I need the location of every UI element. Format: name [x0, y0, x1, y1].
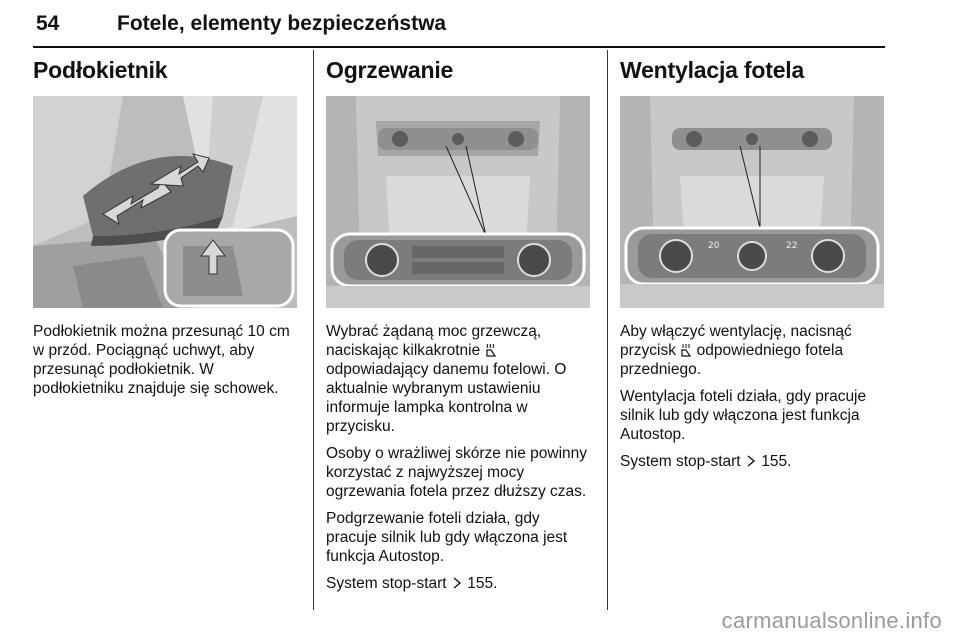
section-armrest	[33, 56, 299, 406]
paragraph: Wentylacja foteli działa, gdy pracuje silnik lub gdy włączona jest funkcja Autostop.	[620, 388, 867, 443]
paragraph-text: odpowiadający danemu fotelowi. O aktualnie wybranym ustawieniu informuje lampka kontrolna w przycisku.	[326, 361, 567, 435]
paragraph	[620, 452, 886, 471]
page-header	[33, 6, 885, 46]
seat-heat-icon	[485, 343, 497, 357]
paragraph-text: Wybrać żądaną moc grzewczą, naciskając kilkakrotnie	[326, 323, 542, 359]
cross-reference-text: System stop-start	[620, 453, 741, 470]
page-reference[interactable]: 155.	[761, 453, 792, 470]
paragraph	[620, 322, 886, 379]
page-ref-arrow-icon	[451, 576, 463, 590]
paragraph: Podgrzewanie foteli działa, gdy pracuje silnik lub gdy włączona jest funkcja Autostop.	[326, 510, 568, 565]
section-title: Wentylacja fotela	[620, 57, 805, 83]
section-body	[326, 322, 592, 593]
cross-reference-text: System stop-start	[326, 575, 447, 592]
paragraph	[326, 322, 592, 436]
section-title: Podłokietnik	[33, 57, 168, 83]
paragraph: Podłokietnik można przesunąć 10 cm w przód. Pociągnąć uchwyt, aby przesunąć podłokietnik. W podłokietniku znajduje się schowek.	[33, 323, 290, 397]
chapter-title: Fotele, elementy bezpieczeństwa	[117, 12, 447, 35]
header-rule	[33, 46, 885, 48]
column-divider	[607, 50, 608, 610]
watermark: carmanualsonline.info	[721, 608, 942, 633]
section-body	[620, 322, 886, 471]
page-ref-arrow-icon	[745, 454, 757, 468]
panel-label: 22	[786, 241, 798, 251]
armrest-illustration	[33, 96, 297, 308]
ventilation-controls-illustration	[620, 96, 884, 308]
paragraph: Osoby o wrażliwej skórze nie powinny korzystać z najwyższej mocy ogrzewania fotela przez dłuższy czas.	[326, 445, 588, 500]
section-title: Ogrzewanie	[326, 57, 454, 83]
paragraph-text: odpowiedniego fotela przedniego.	[620, 342, 844, 378]
section-heating	[326, 56, 592, 601]
heating-controls-illustration	[326, 96, 590, 308]
section-ventilation	[620, 56, 886, 479]
paragraph	[326, 574, 592, 593]
page-number: 54	[36, 12, 60, 35]
page-reference[interactable]: 155.	[467, 575, 498, 592]
column-divider	[313, 50, 314, 610]
seat-vent-icon	[680, 343, 692, 357]
section-body	[33, 322, 299, 398]
paragraph-text: Aby włączyć wentylację, nacisnąć przycisk	[620, 323, 852, 359]
panel-label: 20	[708, 241, 720, 251]
